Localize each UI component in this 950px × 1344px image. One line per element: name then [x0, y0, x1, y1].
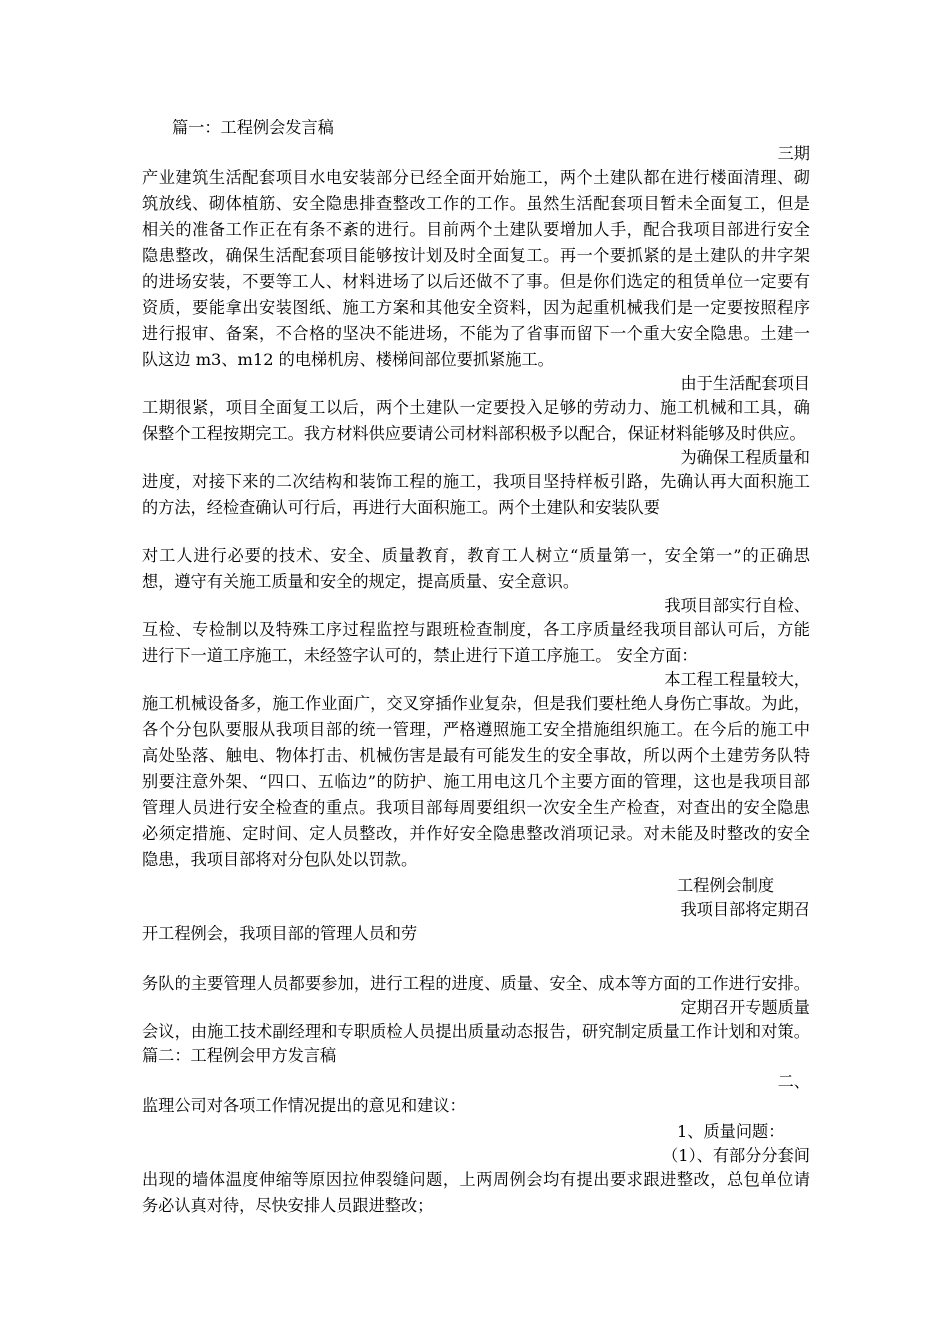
section-heading: 篇二：工程例会甲方发言稿	[142, 1046, 337, 1065]
text-line: 资质，要能拿出安装图纸、施工方案和其他安全资料，因为起重机械我们是一定要按照程序	[142, 298, 810, 317]
text-line: 本工程工程量较大，	[664, 670, 810, 689]
text-line: 的进场安装，不要等工人、材料进场了以后还做不了事。但是你们选定的租赁单位一定要有	[142, 272, 810, 291]
section-heading: 工程例会制度	[677, 876, 775, 895]
text-line: 隐患整改，确保生活配套项目能够按计划及时全面复工。再一个要抓紧的是土建队的井字架	[142, 246, 810, 265]
text-line: 由于生活配套项目	[680, 374, 810, 393]
text-line: 的方法，经检查确认可行后，再进行大面积施工。两个土建队和安装队要	[142, 498, 660, 517]
text-line: 筑放线、砌体植筋、安全隐患排查整改工作的工作。虽然生活配套项目暂未全面复工，但是	[142, 194, 810, 213]
text-line: 会议，由施工技术副经理和专职质检人员提出质量动态报告，研究制定质量工作计划和对策。	[142, 1022, 810, 1041]
text-line: 出现的墙体温度伸缩等原因拉伸裂缝问题，上两周例会均有提出要求跟进整改，总包单位请	[142, 1170, 810, 1189]
text-line: 隐患，我项目部将对分包队处以罚款。	[142, 850, 418, 869]
text-line: 别要注意外架、“四口、五临边”的防护、施工用电这几个主要方面的管理，这也是我项目部	[142, 772, 810, 791]
text-line: 进度，对接下来的二次结构和装饰工程的施工，我项目坚持样板引路，先确认再大面积施工	[142, 472, 810, 491]
text-line: 我项目部将定期召	[680, 900, 810, 919]
text-line: 队这边 m3、m12 的电梯机房、楼梯间部位要抓紧施工。	[142, 350, 554, 369]
text-line: 必须定措施、定时间、定人员整改，并作好安全隐患整改消项记录。对未能及时整改的安全	[142, 824, 810, 843]
text-line: 保整个工程按期完工。我方材料供应要请公司材料部积极予以配合，保证材料能够及时供应。	[142, 424, 806, 443]
text-line: 高处坠落、触电、物体打击、机械伤害是最有可能发生的安全事故，所以两个土建劳务队特	[142, 746, 810, 765]
subsection-heading: 1、质量问题：	[677, 1122, 785, 1141]
text-line: 进行报审、备案，不合格的坚决不能进场，不能为了省事而留下一个重大安全隐患。土建一	[142, 324, 810, 343]
text-line: 工期很紧，项目全面复工以后，两个土建队一定要投入足够的劳动力、施工机械和工具，确	[142, 398, 810, 417]
text-line: 为确保工程质量和	[680, 448, 810, 467]
section-heading: 篇一：工程例会发言稿	[172, 118, 334, 137]
text-line: 监理公司对各项工作情况提出的意见和建议：	[142, 1096, 466, 1115]
text-line: 互检、专检制以及特殊工序过程监控与跟班检查制度，各工序质量经我项目部认可后，方能	[142, 620, 810, 639]
text-line: 定期召开专题质量	[680, 998, 810, 1017]
text-line: 各个分包队要服从我项目部的统一管理，严格遵照施工安全措施组织施工。在今后的施工中	[142, 720, 810, 739]
text-line: 想，遵守有关施工质量和安全的规定，提高质量、安全意识。	[142, 572, 580, 591]
text-line: 务必认真对待，尽快安排人员跟进整改；	[142, 1196, 434, 1215]
text-line: 开工程例会，我项目部的管理人员和劳	[142, 924, 418, 943]
text-line: 施工机械设备多，施工作业面广，交叉穿插作业复杂，但是我们要杜绝人身伤亡事故。为此，	[142, 694, 810, 713]
text-line: 对工人进行必要的技术、安全、质量教育，教育工人树立“质量第一，安全第一”的正确思	[142, 546, 810, 565]
text-line: 务队的主要管理人员都要参加，进行工程的进度、质量、安全、成本等方面的工作进行安排。	[142, 974, 810, 993]
text-line: 我项目部实行自检、	[664, 596, 810, 615]
text-line: 相关的准备工作正在有条不紊的进行。目前两个土建队要增加人手，配合我项目部进行安全	[142, 220, 810, 239]
text-line: 三期	[777, 144, 810, 163]
text-line: 管理人员进行安全检查的重点。我项目部每周要组织一次安全生产检查，对查出的安全隐患	[142, 798, 810, 817]
text-line: （1）、有部分分套间	[662, 1146, 810, 1165]
text-line: 产业建筑生活配套项目水电安装部分已经全面开始施工，两个土建队都在进行楼面清理、砌	[142, 168, 810, 187]
text-line: 二、	[777, 1072, 810, 1091]
text-line: 进行下一道工序施工，未经签字认可的，禁止进行下道工序施工。 安全方面：	[142, 646, 698, 665]
